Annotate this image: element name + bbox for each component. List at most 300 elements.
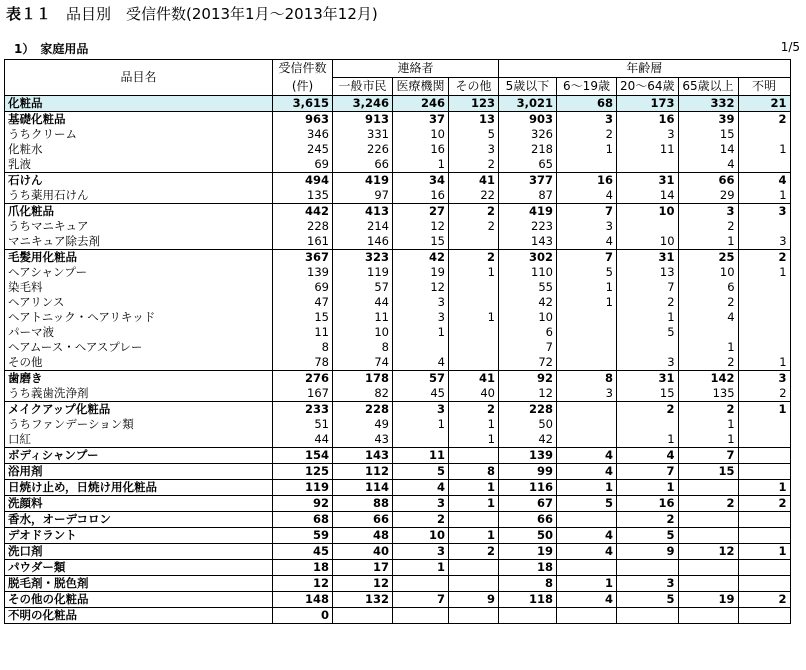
header-age-65plus: 65歳以上 [678, 78, 738, 96]
value-cell: 276 [273, 371, 333, 387]
value-cell: 65 [499, 157, 557, 173]
value-cell [449, 280, 499, 295]
item-name-cell: その他 [5, 355, 273, 371]
value-cell: 2 [678, 402, 738, 418]
value-cell: 173 [617, 96, 679, 112]
value-cell: 45 [273, 544, 333, 560]
table-row [5, 142, 791, 157]
value-cell: 22 [449, 188, 499, 204]
item-name-cell: 歯磨き [5, 371, 273, 387]
table-row [5, 608, 791, 624]
value-cell [449, 576, 499, 592]
value-cell: 1 [738, 480, 790, 496]
value-cell: 1 [617, 310, 679, 325]
value-cell: 2 [449, 157, 499, 173]
table-row [5, 560, 791, 576]
table-row [5, 464, 791, 480]
value-cell: 7 [678, 448, 738, 464]
value-cell: 4 [557, 528, 617, 544]
value-cell: 1 [449, 480, 499, 496]
value-cell: 59 [273, 528, 333, 544]
value-cell: 2 [449, 544, 499, 560]
table-row [5, 112, 791, 128]
value-cell: 226 [333, 142, 393, 157]
value-cell [449, 560, 499, 576]
value-cell: 161 [273, 234, 333, 250]
value-cell: 3,615 [273, 96, 333, 112]
item-name-cell: 毛髪用化粧品 [5, 250, 273, 266]
value-cell: 42 [499, 432, 557, 448]
value-cell: 27 [393, 204, 449, 220]
value-cell [678, 560, 738, 576]
value-cell [617, 340, 679, 355]
value-cell: 2 [738, 386, 790, 402]
value-cell: 139 [499, 448, 557, 464]
value-cell [449, 340, 499, 355]
value-cell [449, 608, 499, 624]
value-cell: 135 [273, 188, 333, 204]
value-cell: 3 [393, 310, 449, 325]
table-row [5, 96, 791, 112]
value-cell: 125 [273, 464, 333, 480]
item-name-cell: 洗顔料 [5, 496, 273, 512]
value-cell: 69 [273, 157, 333, 173]
value-cell: 18 [499, 560, 557, 576]
value-cell: 228 [499, 402, 557, 418]
value-cell: 419 [499, 204, 557, 220]
value-cell: 78 [273, 355, 333, 371]
value-cell: 42 [393, 250, 449, 266]
value-cell: 5 [449, 127, 499, 142]
header-age-unknown: 不明 [738, 78, 790, 96]
table-row [5, 592, 791, 608]
value-cell: 2 [738, 112, 790, 128]
value-cell: 5 [617, 592, 679, 608]
value-cell: 92 [499, 371, 557, 387]
value-cell: 323 [333, 250, 393, 266]
value-cell: 7 [557, 250, 617, 266]
value-cell: 228 [333, 402, 393, 418]
item-name-cell: うち薬用石けん [5, 188, 273, 204]
value-cell: 50 [499, 528, 557, 544]
value-cell: 4 [678, 310, 738, 325]
value-cell: 88 [333, 496, 393, 512]
value-cell: 2 [449, 219, 499, 234]
value-cell: 4 [557, 234, 617, 250]
item-name-cell: 日焼け止め，日焼け用化粧品 [5, 480, 273, 496]
value-cell: 1 [449, 265, 499, 280]
value-cell: 2 [738, 250, 790, 266]
value-cell: 12 [499, 386, 557, 402]
value-cell: 1 [449, 417, 499, 432]
header-other: その他 [449, 78, 499, 96]
value-cell: 7 [499, 340, 557, 355]
header-item-name: 品目名 [5, 60, 273, 96]
value-cell [449, 512, 499, 528]
page-number: 1/5 [780, 40, 800, 54]
value-cell: 87 [499, 188, 557, 204]
value-cell: 8 [499, 576, 557, 592]
item-name-cell: ヘアシャンプー [5, 265, 273, 280]
value-cell [738, 560, 790, 576]
value-cell: 29 [678, 188, 738, 204]
item-name-cell: 香水，オーデコロン [5, 512, 273, 528]
table-row [5, 265, 791, 280]
value-cell: 1 [449, 528, 499, 544]
table-row [5, 340, 791, 355]
value-cell: 48 [333, 528, 393, 544]
section-heading: 1） 家庭用品 [14, 42, 89, 56]
value-cell: 21 [738, 96, 790, 112]
value-cell [617, 219, 679, 234]
value-cell [617, 157, 679, 173]
value-cell: 112 [333, 464, 393, 480]
value-cell: 8 [273, 340, 333, 355]
value-cell: 10 [499, 310, 557, 325]
table-row [5, 295, 791, 310]
header-count-unit: (件) [273, 78, 333, 96]
value-cell: 1 [393, 325, 449, 340]
table-row [5, 325, 791, 340]
table-row [5, 188, 791, 204]
value-cell: 331 [333, 127, 393, 142]
item-name-cell: ボディシャンプー [5, 448, 273, 464]
value-cell: 5 [617, 325, 679, 340]
value-cell: 963 [273, 112, 333, 128]
value-cell [738, 340, 790, 355]
value-cell: 57 [333, 280, 393, 295]
value-cell: 154 [273, 448, 333, 464]
value-cell: 245 [273, 142, 333, 157]
value-cell: 1 [738, 544, 790, 560]
value-cell [738, 325, 790, 340]
value-cell: 2 [738, 496, 790, 512]
value-cell: 7 [617, 464, 679, 480]
value-cell: 1 [557, 280, 617, 295]
value-cell: 228 [273, 219, 333, 234]
value-cell: 214 [333, 219, 393, 234]
value-cell: 4 [557, 544, 617, 560]
value-cell: 3 [617, 127, 679, 142]
value-cell: 66 [678, 173, 738, 189]
value-cell [738, 417, 790, 432]
value-cell: 14 [617, 188, 679, 204]
value-cell: 9 [449, 592, 499, 608]
value-cell: 913 [333, 112, 393, 128]
value-cell: 135 [678, 386, 738, 402]
value-cell: 367 [273, 250, 333, 266]
item-name-cell: パウダー類 [5, 560, 273, 576]
value-cell: 44 [333, 295, 393, 310]
value-cell: 3 [738, 204, 790, 220]
table-row [5, 576, 791, 592]
value-cell: 12 [393, 280, 449, 295]
header-count: 受信件数 [273, 60, 333, 78]
value-cell: 16 [393, 142, 449, 157]
value-cell: 4 [557, 188, 617, 204]
value-cell: 1 [393, 560, 449, 576]
value-cell: 17 [333, 560, 393, 576]
table-row [5, 528, 791, 544]
table-row [5, 204, 791, 220]
table-row [5, 234, 791, 250]
value-cell: 12 [333, 576, 393, 592]
value-cell: 143 [499, 234, 557, 250]
item-name-cell: 化粧品 [5, 96, 273, 112]
value-cell: 123 [449, 96, 499, 112]
value-cell: 118 [499, 592, 557, 608]
value-cell: 11 [333, 310, 393, 325]
value-cell: 2 [449, 204, 499, 220]
value-cell: 233 [273, 402, 333, 418]
value-cell: 4 [738, 173, 790, 189]
item-name-cell: マニキュア除去剤 [5, 234, 273, 250]
item-name-cell: パーマ液 [5, 325, 273, 340]
value-cell: 5 [393, 464, 449, 480]
value-cell: 7 [617, 280, 679, 295]
table-row [5, 417, 791, 432]
value-cell: 4 [557, 448, 617, 464]
item-name-cell: うち義歯洗浄剤 [5, 386, 273, 402]
value-cell: 132 [333, 592, 393, 608]
value-cell: 1 [738, 355, 790, 371]
value-cell: 1 [738, 402, 790, 418]
value-cell: 2 [678, 219, 738, 234]
value-cell: 31 [617, 250, 679, 266]
value-cell [678, 325, 738, 340]
value-cell: 3,246 [333, 96, 393, 112]
value-cell: 302 [499, 250, 557, 266]
value-cell: 114 [333, 480, 393, 496]
value-cell: 1 [449, 496, 499, 512]
item-name-cell: 石けん [5, 173, 273, 189]
value-cell: 494 [273, 173, 333, 189]
value-cell [557, 355, 617, 371]
value-cell: 6 [499, 325, 557, 340]
value-cell: 148 [273, 592, 333, 608]
value-cell: 11 [273, 325, 333, 340]
value-cell: 37 [393, 112, 449, 128]
value-cell: 15 [617, 386, 679, 402]
value-cell: 178 [333, 371, 393, 387]
value-cell: 110 [499, 265, 557, 280]
value-cell [393, 576, 449, 592]
value-cell: 99 [499, 464, 557, 480]
value-cell [449, 355, 499, 371]
value-cell: 2 [449, 250, 499, 266]
value-cell: 55 [499, 280, 557, 295]
value-cell: 1 [738, 188, 790, 204]
value-cell [393, 432, 449, 448]
value-cell: 903 [499, 112, 557, 128]
value-cell: 246 [393, 96, 449, 112]
value-cell: 16 [557, 173, 617, 189]
value-cell: 15 [393, 234, 449, 250]
table-row [5, 402, 791, 418]
value-cell: 413 [333, 204, 393, 220]
item-name-cell: 化粧水 [5, 142, 273, 157]
value-cell: 2 [678, 295, 738, 310]
value-cell [738, 528, 790, 544]
value-cell: 5 [557, 496, 617, 512]
value-cell [449, 234, 499, 250]
value-cell [557, 310, 617, 325]
table-row [5, 173, 791, 189]
header-age: 年齢層 [499, 60, 791, 78]
value-cell: 1 [557, 295, 617, 310]
table-row [5, 432, 791, 448]
value-cell [393, 340, 449, 355]
value-cell [557, 432, 617, 448]
value-cell: 3 [617, 576, 679, 592]
value-cell: 42 [499, 295, 557, 310]
value-cell: 3 [393, 496, 449, 512]
value-cell [617, 608, 679, 624]
value-cell: 4 [557, 592, 617, 608]
value-cell [678, 480, 738, 496]
value-cell: 57 [393, 371, 449, 387]
value-cell [617, 560, 679, 576]
value-cell [678, 528, 738, 544]
value-cell: 2 [617, 512, 679, 528]
header-age-6-19: 6～19歳 [557, 78, 617, 96]
value-cell: 12 [393, 219, 449, 234]
value-cell: 10 [393, 127, 449, 142]
value-cell: 419 [333, 173, 393, 189]
value-cell: 1 [678, 432, 738, 448]
value-cell: 41 [449, 371, 499, 387]
value-cell: 4 [393, 480, 449, 496]
header-general-public: 一般市民 [333, 78, 393, 96]
item-name-cell: ヘアリンス [5, 295, 273, 310]
value-cell [333, 608, 393, 624]
table-row [5, 280, 791, 295]
value-cell: 5 [557, 265, 617, 280]
value-cell [738, 608, 790, 624]
value-cell: 1 [449, 432, 499, 448]
value-cell: 68 [557, 96, 617, 112]
item-name-cell: うちマニキュア [5, 219, 273, 234]
value-cell [393, 608, 449, 624]
item-name-cell: ヘアムース・ヘアスプレー [5, 340, 273, 355]
value-cell: 119 [333, 265, 393, 280]
header-age-under5: 5歳以下 [499, 78, 557, 96]
value-cell: 92 [273, 496, 333, 512]
value-cell: 7 [557, 204, 617, 220]
value-cell: 66 [499, 512, 557, 528]
value-cell [557, 325, 617, 340]
value-cell [617, 417, 679, 432]
item-name-cell: 口紅 [5, 432, 273, 448]
value-cell: 10 [678, 265, 738, 280]
item-name-cell: 洗口剤 [5, 544, 273, 560]
value-cell: 51 [273, 417, 333, 432]
value-cell: 12 [273, 576, 333, 592]
table-title-text: 品目別 受信件数(2013年1月～2013年12月) [66, 5, 378, 23]
value-cell: 66 [333, 512, 393, 528]
value-cell: 2 [617, 295, 679, 310]
value-cell [557, 340, 617, 355]
value-cell: 2 [557, 127, 617, 142]
value-cell: 5 [617, 528, 679, 544]
value-cell: 7 [393, 592, 449, 608]
value-cell [738, 432, 790, 448]
value-cell: 1 [557, 142, 617, 157]
value-cell: 1 [678, 340, 738, 355]
value-cell: 49 [333, 417, 393, 432]
value-cell [557, 560, 617, 576]
item-name-cell: 不明の化粧品 [5, 608, 273, 624]
value-cell: 10 [617, 204, 679, 220]
value-cell: 2 [738, 592, 790, 608]
value-cell: 15 [273, 310, 333, 325]
value-cell: 13 [617, 265, 679, 280]
header-age-20-64: 20～64歳 [617, 78, 679, 96]
value-cell: 44 [273, 432, 333, 448]
value-cell: 4 [678, 157, 738, 173]
value-cell: 97 [333, 188, 393, 204]
value-cell: 41 [449, 173, 499, 189]
value-cell: 45 [393, 386, 449, 402]
value-cell: 50 [499, 417, 557, 432]
header-medical: 医療機関 [393, 78, 449, 96]
value-cell: 9 [617, 544, 679, 560]
item-name-cell: 基礎化粧品 [5, 112, 273, 128]
value-cell: 25 [678, 250, 738, 266]
item-name-cell: 浴用剤 [5, 464, 273, 480]
value-cell: 19 [393, 265, 449, 280]
value-cell: 2 [678, 496, 738, 512]
value-cell: 3 [393, 402, 449, 418]
header-contact: 連絡者 [333, 60, 499, 78]
value-cell: 10 [617, 234, 679, 250]
table-row [5, 386, 791, 402]
value-cell [449, 448, 499, 464]
value-cell: 1 [393, 157, 449, 173]
value-cell: 1 [449, 310, 499, 325]
value-cell: 3 [557, 386, 617, 402]
value-cell: 1 [678, 417, 738, 432]
value-cell: 2 [678, 355, 738, 371]
value-cell: 142 [678, 371, 738, 387]
value-cell [738, 280, 790, 295]
value-cell: 2 [617, 402, 679, 418]
value-cell [557, 157, 617, 173]
value-cell: 68 [273, 512, 333, 528]
value-cell: 31 [617, 371, 679, 387]
item-name-cell: 乳液 [5, 157, 273, 173]
value-cell [557, 417, 617, 432]
table-row [5, 127, 791, 142]
value-cell: 1 [557, 576, 617, 592]
value-cell: 143 [333, 448, 393, 464]
value-cell: 67 [499, 496, 557, 512]
value-cell [678, 576, 738, 592]
value-cell: 39 [678, 112, 738, 128]
value-cell: 31 [617, 173, 679, 189]
value-cell: 3,021 [499, 96, 557, 112]
value-cell: 3 [738, 371, 790, 387]
value-cell: 16 [617, 112, 679, 128]
value-cell: 346 [273, 127, 333, 142]
value-cell: 72 [499, 355, 557, 371]
value-cell: 4 [557, 464, 617, 480]
table-row [5, 496, 791, 512]
value-cell: 11 [617, 142, 679, 157]
value-cell: 18 [273, 560, 333, 576]
value-cell: 1 [617, 432, 679, 448]
value-cell: 47 [273, 295, 333, 310]
